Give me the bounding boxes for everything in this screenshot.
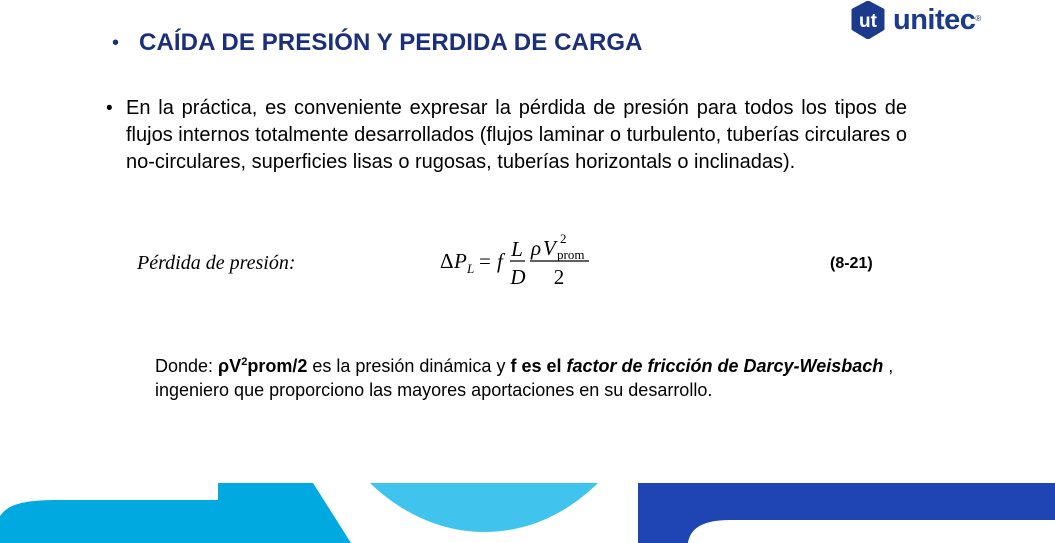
eq-p: P [454, 249, 467, 273]
body-bullet: • [106, 98, 113, 119]
unitec-badge-icon [849, 1, 887, 39]
body-paragraph: En la práctica, es conveniente expresar la pérdida de presión para todos los tipos de flujos internos totalmente desarrollados (flujos laminar o turbulento, tuberías circulares o no-circulares, superficies lisas o rugosas, tuberías horizontals o inclinadas). [126, 97, 907, 173]
note-factor-name: factor de fricción de Darcy-Weisbach [566, 356, 884, 376]
eq-p-subscript: L [467, 261, 475, 276]
note-f-bold: f es el [510, 356, 567, 376]
unitec-logo [849, 0, 999, 40]
note-formula: $\rho V^2prom/2$ [218, 356, 308, 376]
note-prefix: Donde: [155, 356, 219, 376]
eq-equals: = [479, 249, 491, 273]
equation-number: (8-21) [830, 255, 873, 272]
title-bullet: • [112, 31, 120, 54]
eq-rho: ρ [531, 236, 542, 260]
pressure-loss-equation [440, 228, 600, 290]
body-bullet-item [106, 95, 908, 176]
logo-brand-text: unitec [893, 3, 976, 36]
footer-light-cyan-arc [370, 483, 598, 532]
logo-badge-text: ut [859, 11, 877, 32]
eq-v: V [543, 236, 556, 260]
footer-cyan-shape [0, 483, 351, 543]
eq-f: f [497, 249, 503, 273]
eq-frac1-numerator: L [511, 237, 523, 261]
definition-note [155, 350, 900, 402]
logo-registered-mark: ® [975, 13, 982, 23]
slide-title: CAÍDA DE PRESIÓN Y PERDIDA DE CARGA [139, 29, 643, 56]
note-mid: es la presión dinámica y [307, 356, 511, 376]
eq-v-superscript: 2 [560, 231, 567, 246]
eq-frac1-denominator: D [510, 265, 526, 289]
note-suffix: , ingeniero que proporciono las mayores aportaciones en su desarrollo. [155, 356, 894, 400]
eq-frac2-denominator: 2 [553, 265, 565, 289]
footer-decoration [0, 480, 1055, 543]
eq-v-subscript: prom [557, 247, 585, 262]
footer-navy-shape [638, 483, 1055, 543]
slide-title-row [112, 29, 643, 57]
equation-label: Pérdida de presión: [137, 252, 296, 274]
eq-delta: Δ [440, 249, 454, 273]
